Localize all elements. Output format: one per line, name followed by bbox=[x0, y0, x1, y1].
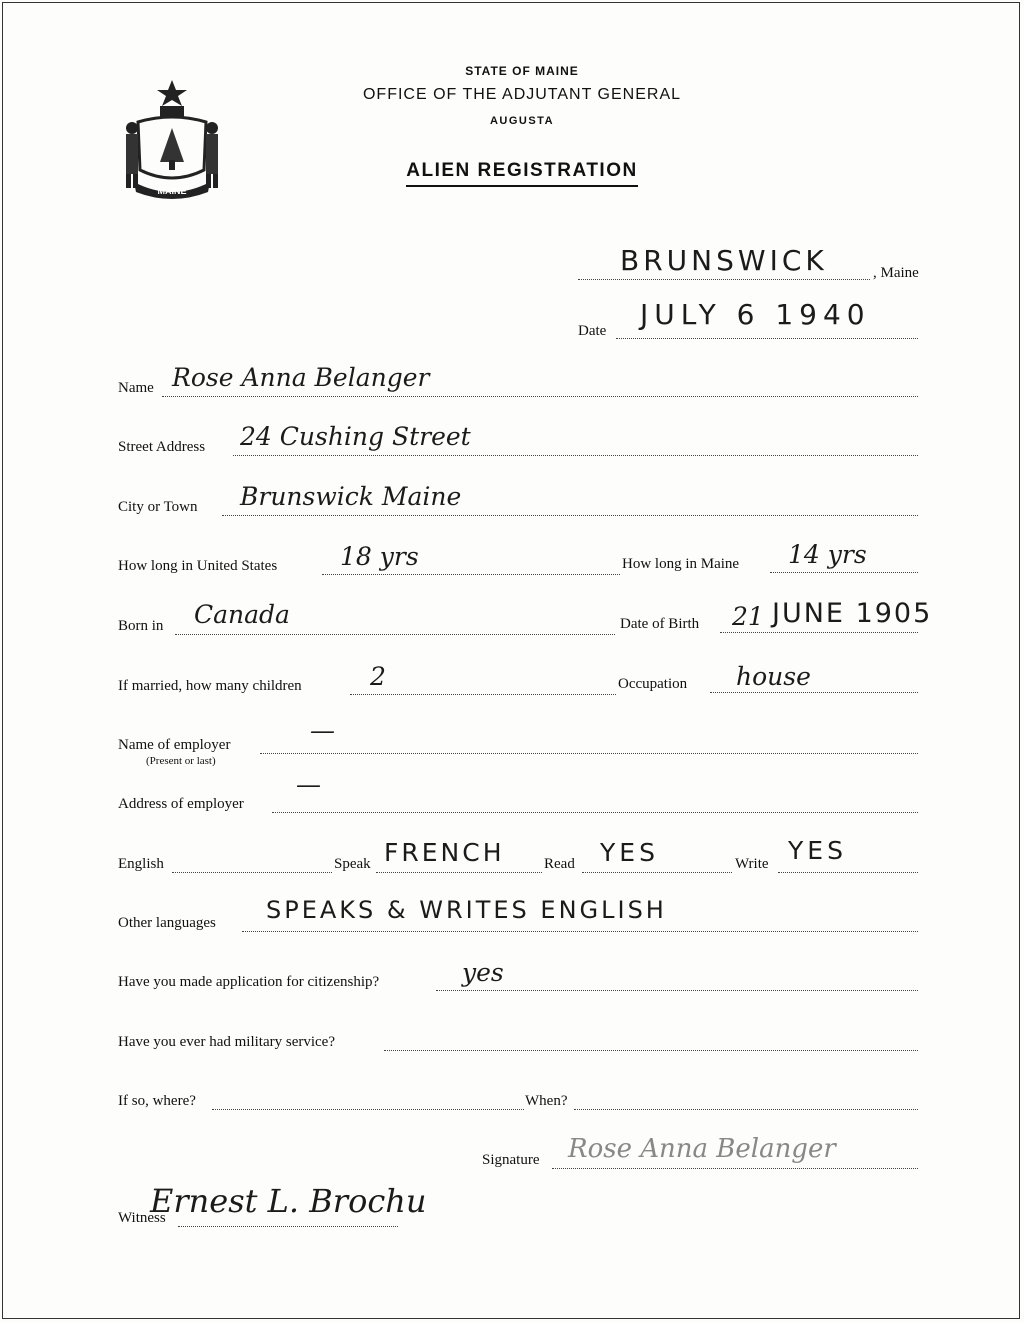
name-label: Name bbox=[118, 380, 154, 396]
how-long-us-entry: 18 yrs bbox=[340, 542, 419, 571]
citizenship-entry: yes bbox=[462, 958, 504, 987]
children-entry: 2 bbox=[370, 662, 386, 691]
name-line bbox=[162, 396, 918, 397]
city-label: City or Town bbox=[118, 499, 198, 515]
name-entry: Rose Anna Belanger bbox=[172, 363, 430, 392]
other-languages-label: Other languages bbox=[118, 915, 216, 931]
employer-note: (Present or last) bbox=[146, 755, 216, 767]
how-long-maine-entry: 14 yrs bbox=[788, 540, 867, 569]
street-label: Street Address bbox=[118, 439, 206, 455]
form-title-text: ALIEN REGISTRATION bbox=[406, 160, 637, 187]
occupation-label: Occupation bbox=[618, 676, 688, 692]
english-label: English bbox=[118, 856, 164, 872]
employer-address-label: Address of employer bbox=[118, 796, 244, 812]
signature-label: Signature bbox=[482, 1152, 540, 1168]
other-languages-line bbox=[242, 931, 918, 932]
maine-label: , Maine bbox=[873, 265, 919, 281]
form-title bbox=[10, 160, 1024, 187]
dob-label: Date of Birth bbox=[620, 616, 700, 632]
speak-label: Speak bbox=[334, 856, 371, 872]
read-entry: YES bbox=[600, 838, 659, 867]
children-label: If married, how many children bbox=[118, 678, 302, 694]
speak-line bbox=[376, 872, 542, 873]
born-in-entry: Canada bbox=[194, 600, 290, 629]
how-long-us-label: How long in United States bbox=[118, 558, 278, 574]
employer-address-entry: — bbox=[296, 770, 321, 799]
header-office: OFFICE OF THE ADJUTANT GENERAL bbox=[362, 86, 682, 103]
write-line bbox=[778, 872, 918, 873]
occupation-entry: house bbox=[736, 662, 811, 691]
dob-line bbox=[720, 632, 918, 633]
read-line bbox=[582, 872, 732, 873]
city-line bbox=[222, 515, 918, 516]
english-line bbox=[172, 872, 332, 873]
date-line bbox=[616, 338, 918, 339]
signature-line bbox=[552, 1168, 918, 1169]
other-languages-entry: SPEAKS & WRITES ENGLISH bbox=[266, 896, 667, 924]
occupation-line bbox=[710, 692, 918, 693]
where-label: If so, where? bbox=[118, 1093, 196, 1109]
street-entry: 24 Cushing Street bbox=[240, 422, 471, 451]
seal-text: MAINE bbox=[157, 186, 187, 196]
date-entry: JULY 6 1940 bbox=[640, 298, 871, 331]
employer-entry: — bbox=[310, 716, 335, 745]
how-long-maine-label: How long in Maine bbox=[622, 556, 740, 572]
when-line bbox=[574, 1109, 918, 1110]
witness-label: Witness bbox=[118, 1210, 166, 1226]
town-entry: BRUNSWICK bbox=[620, 244, 828, 277]
header-city: AUGUSTA bbox=[489, 115, 555, 127]
employer-label: Name of employer bbox=[118, 737, 231, 753]
read-label: Read bbox=[544, 856, 575, 872]
where-line bbox=[212, 1109, 524, 1110]
town-line bbox=[578, 279, 870, 280]
date-label: Date bbox=[578, 323, 607, 339]
write-label: Write bbox=[735, 856, 769, 872]
when-label: When? bbox=[525, 1093, 568, 1109]
how-long-maine-line bbox=[770, 572, 918, 573]
dob-day-entry: 21 bbox=[732, 602, 764, 631]
born-in-line bbox=[175, 634, 615, 635]
citizenship-line bbox=[436, 990, 918, 991]
employer-line bbox=[260, 753, 918, 754]
street-line bbox=[233, 455, 918, 456]
header-state: STATE OF MAINE bbox=[465, 64, 579, 78]
employer-address-line bbox=[272, 812, 918, 813]
write-entry: YES bbox=[788, 836, 847, 865]
born-in-label: Born in bbox=[118, 618, 164, 634]
signature-entry: Rose Anna Belanger bbox=[568, 1134, 836, 1164]
witness-line bbox=[178, 1226, 398, 1227]
witness-entry: Ernest L. Brochu bbox=[150, 1182, 427, 1220]
military-line bbox=[384, 1050, 918, 1051]
dob-entry: JUNE 1905 bbox=[772, 598, 933, 629]
military-label: Have you ever had military service? bbox=[118, 1034, 335, 1050]
how-long-us-line bbox=[322, 574, 620, 575]
children-line bbox=[350, 694, 616, 695]
speak-entry: FRENCH bbox=[384, 838, 505, 867]
citizenship-label: Have you made application for citizenship? bbox=[118, 974, 380, 990]
city-entry: Brunswick Maine bbox=[240, 482, 462, 511]
